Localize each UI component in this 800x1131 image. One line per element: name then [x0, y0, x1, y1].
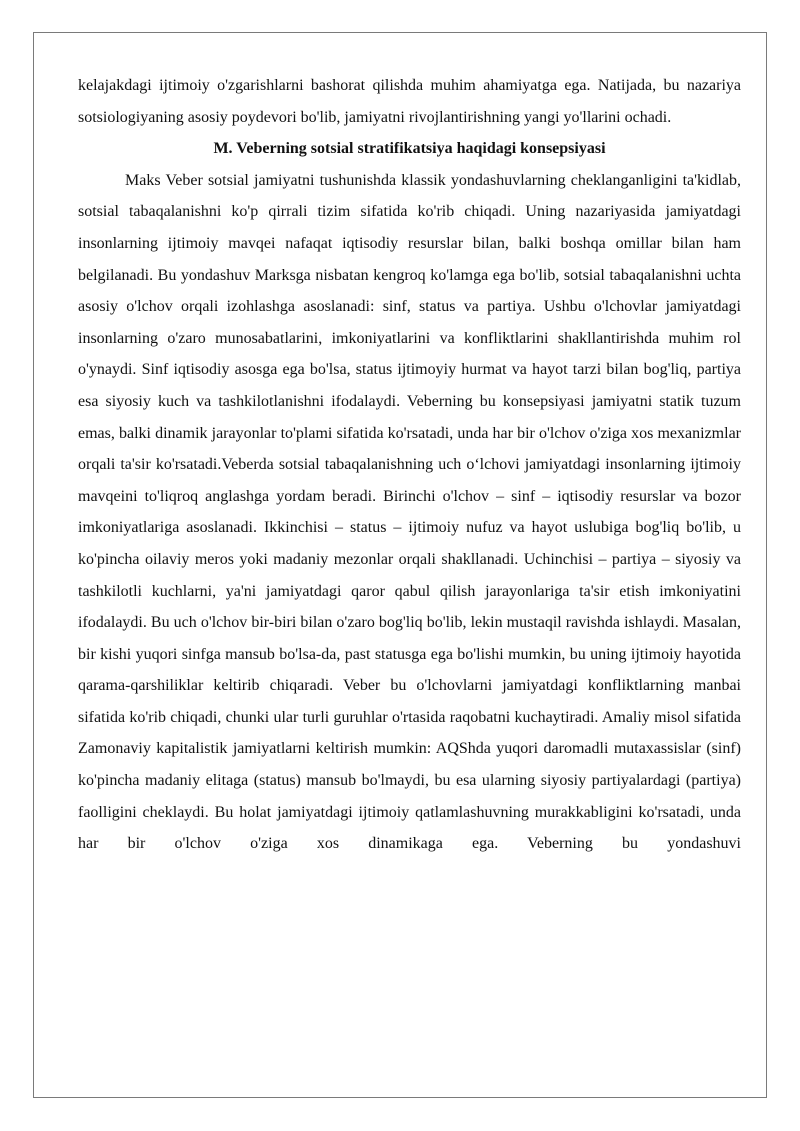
- section-heading: M. Veberning sotsial stratifikatsiya haqidagi konsepsiyasi: [213, 140, 606, 158]
- document-body: [78, 70, 741, 860]
- body-paragraph: Maks Veber sotsial jamiyatni tushunishda klassik yondashuvlarning cheklanganligini ta'kidlab, sotsial tabaqalanishni ko'p qirrali tizim sifatida ko'rib chiqadi. Uning nazariyasida jamiyatdagi insonlarning ijtimoiy mavqei nafaqat iqtisodiy resurslar bilan, balki boshqa omillar bilan ham belgilanadi. Bu yondashuv Marksga nisbatan kengroq ko'lamga ega bo'lib, sotsial tabaqalanishni uchta asosiy o'lchov orqali izohlashga asoslanadi: sinf, status va partiya. Ushbu o'lchovlar jamiyatdagi insonlarning o'zaro munosabatlarini, imkoniyatlarini va konfliktlarini shakllantirishda muhim rol o'ynaydi. Sinf iqtisodiy asosga ega bo'lsa, status ijtimoyiy hurmat va hayot tarzi bilan bog'liq, partiya esa siyosiy kuch va tashkilotlanishni ifodalaydi. Veberning bu konsepsiyasi jamiyatni statik tuzum emas, balki dinamik jarayonlar to'plami sifatida ko'rsatadi, unda har bir o'lchov o'ziga xos mexanizmlar orqali ta'sir ko'rsatadi.Veberda sotsial tabaqalanishning uch o‘lchovi jamiyatdagi insonlarning ijtimoiy mavqeini to'liqroq anglashga yordam beradi. Birinchi o'lchov – sinf – iqtisodiy resurslar va bozor imkoniyatlariga asoslanadi. Ikkinchisi – status – ijtimoiy nufuz va hayot uslubiga bog'liq bo'lib, u ko'pincha oilaviy meros yoki madaniy mezonlar orqali shakllanadi. Uchinchisi – partiya – siyosiy va tashkilotli kuchlarni, ya'ni jamiyatdagi qaror qabul qilish jarayonlariga ta'sir etish imkoniyatini ifodalaydi. Bu uch o'lchov bir-biri bilan o'zaro bog'liq bo'lib, lekin mustaqil ravishda ishlaydi. Masalan, bir kishi yuqori sinfga mansub bo'lsa-da, past statusga ega bo'lishi mumkin, bu uning ijtimoiy hayotida qarama-qarshiliklar keltirib chiqaradi. Veber bu o'lchovlarni jamiyatdagi konfliktlarning manbai sifatida ko'rib chiqadi, chunki ular turli guruhlar o'rtasida raqobatni kuchaytiradi. Amaliy misol sifatida Zamonaviy kapitalistik jamiyatlarni keltirish mumkin: AQShda yuqori daromadli mutaxassislar (sinf) ko'pincha madaniy elitaga (status) mansub bo'lmaydi, bu esa ularning siyosiy partiyalardagi (partiya) faolligini cheklaydi. Bu holat jamiyatdagi ijtimoiy qatlamlashuvning murakkabligini ko'rsatadi, unda har bir o'lchov o'ziga xos dinamikaga ega. Veberning bu yondashuvi: [78, 171, 741, 853]
- intro-paragraph: kelajakdagi ijtimoiy o'zgarishlarni bashorat qilishda muhim ahamiyatga ega. Natijada, bu nazariya sotsiologiyaning asosiy poydevori bo'lib, jamiyatni rivojlantirishning yangi yo'llarini ochadi.: [78, 77, 741, 126]
